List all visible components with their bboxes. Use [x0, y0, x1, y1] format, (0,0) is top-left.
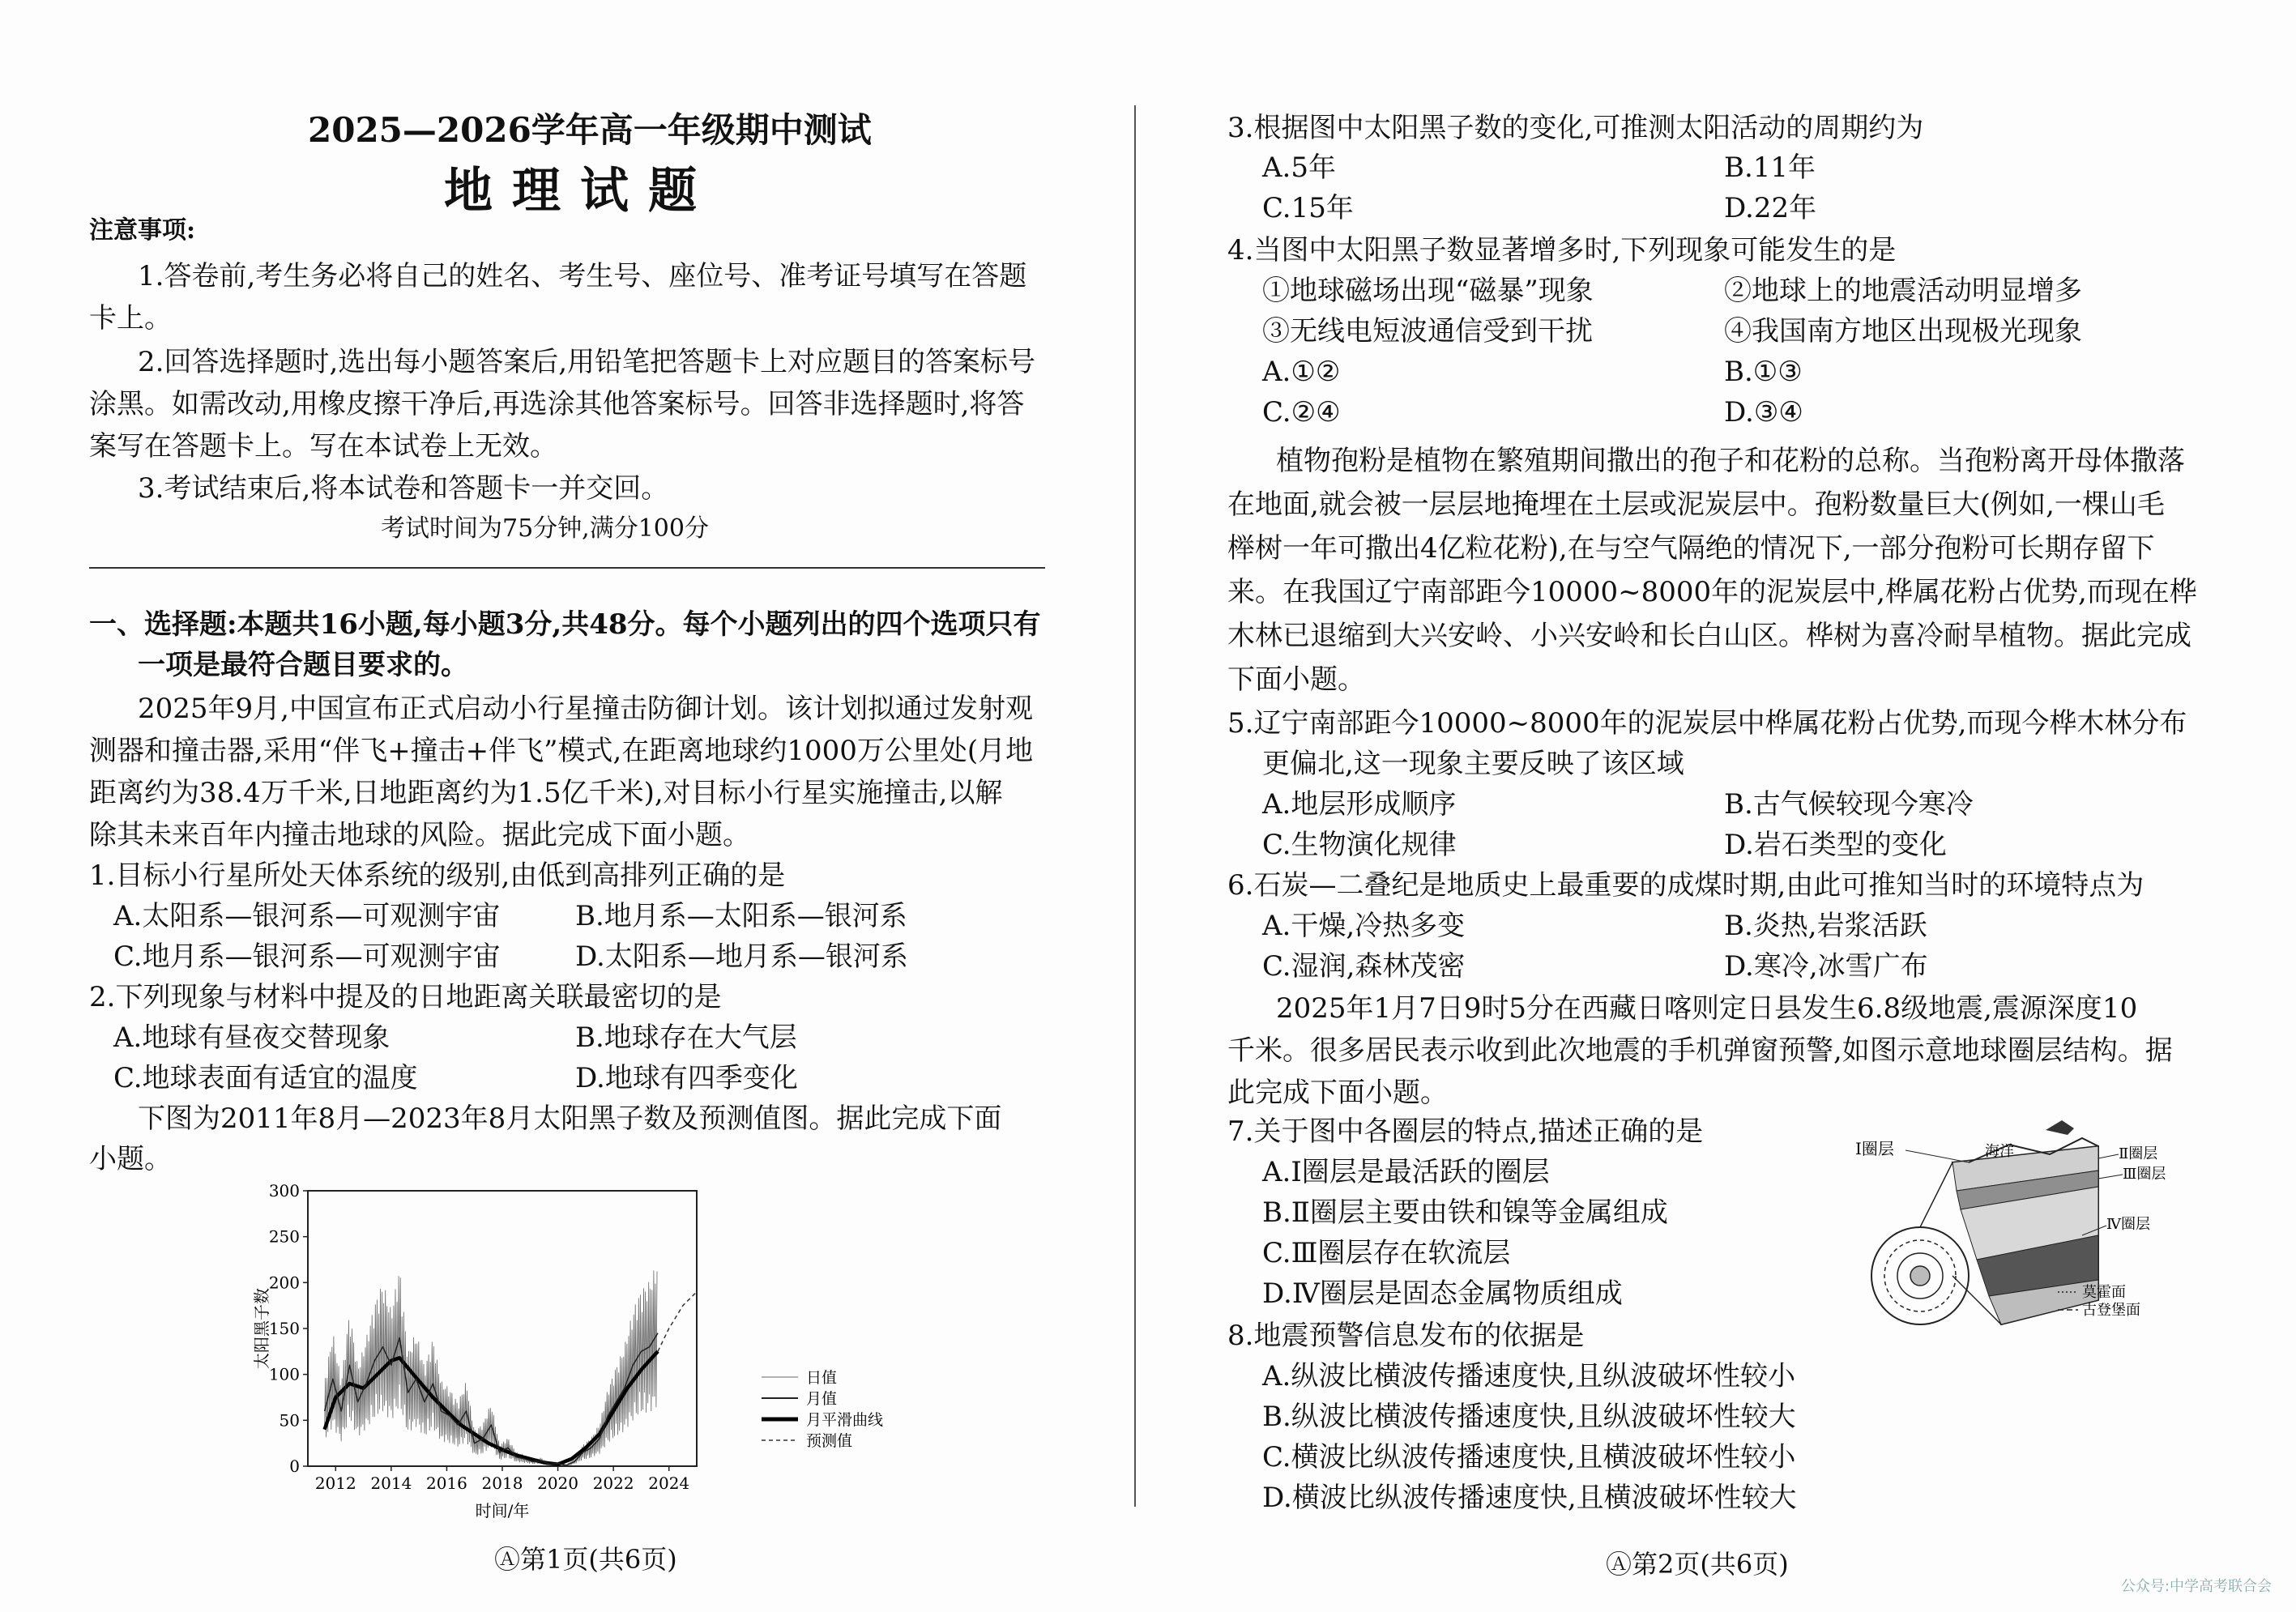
legend-label: 预测值 [806, 1432, 853, 1450]
legend-label: 日值 [806, 1369, 838, 1387]
q5-stem: 更偏北,这一现象主要反映了该区域 [1262, 748, 1684, 780]
legend-label: 月值 [806, 1390, 838, 1408]
q8-stem: 8.地震预警信息发布的依据是 [1227, 1320, 1585, 1352]
q4-item: ①地球磁场出现“磁暴”现象 [1262, 275, 1594, 307]
exam-time: 考试时间为75分钟,满分100分 [381, 514, 709, 543]
y-tick-label: 0 [289, 1456, 300, 1476]
passage-line: 除其未来百年内撞击地球的风险。据此完成下面小题。 [89, 819, 750, 851]
notice-line: 案写在答题卡上。写在本试卷上无效。 [89, 430, 557, 463]
passage-line: 距离约为38.4万千米,日地距离约为1.5亿千米),对目标小行星实施撞击,以解 [89, 777, 1003, 809]
passage-line: 小题。 [89, 1143, 172, 1175]
divider [89, 567, 1045, 569]
sunspot-chart [235, 1179, 932, 1519]
layer-1-leader [1906, 1150, 1969, 1162]
q5-option-a: A.地层形成顺序 [1262, 788, 1457, 821]
layer-3-leader [2098, 1175, 2123, 1179]
ocean-label: 海洋 [1985, 1143, 2014, 1160]
notice-title: 注意事项: [89, 216, 196, 245]
notice-line: 涂黑。如需改动,用橡皮擦干净后,再选涂其他答案标号。回答非选择题时,将答 [89, 388, 1025, 420]
notice-line: 3.考试结束后,将本试卷和答题卡一并交回。 [138, 472, 669, 505]
page-footer: Ⓐ第2页(共6页) [1606, 1549, 1789, 1580]
q5-stem: 5.辽宁南部距今10000~8000年的泥炭层中桦属花粉占优势,而现今桦木林分布 [1227, 707, 2187, 740]
q5-option-c: C.生物演化规律 [1262, 829, 1457, 861]
passage-line: 来。在我国辽宁南部距今10000~8000年的泥炭层中,桦属花粉占优势,而现在桦 [1227, 576, 2197, 608]
passage-line: 榉树一年可撒出4亿粒花粉),在与空气隔绝的情况下,一部分孢粉可长期存留下 [1227, 532, 2155, 565]
page-1 [0, 0, 1134, 1612]
passage-line: 千米。很多居民表示收到此次地震的手机弹窗预警,如图示意地球圈层结构。据 [1227, 1034, 2173, 1067]
q2-option-a: A.地球有昼夜交替现象 [113, 1021, 390, 1054]
y-tick-label: 300 [268, 1181, 300, 1200]
section-heading: 一项是最符合题目要求的。 [138, 649, 468, 681]
exam-year-title: 2025—2026学年高一年级期中测试 [308, 110, 872, 150]
x-tick-label: 2018 [481, 1473, 523, 1493]
q7-option-b: B.Ⅱ圈层主要由铁和镍等金属组成 [1262, 1196, 1668, 1229]
q7-option-d: D.Ⅳ圈层是固态金属物质组成 [1262, 1277, 1623, 1310]
exam-subject-title: 地理试题 [444, 163, 716, 220]
q6-stem: 6.石炭—二叠纪是地质史上最重要的成煤时期,由此可推知当时的环境特点为 [1227, 869, 2144, 902]
q8-option-b: B.纵波比横波传播速度快,且纵波破坏性较大 [1262, 1401, 1796, 1433]
layer-4-label: Ⅳ圈层 [2106, 1216, 2150, 1233]
y-axis-label: 太阳黑子数 [252, 1288, 271, 1369]
q2-option-b: B.地球存在大气层 [575, 1021, 797, 1054]
q4-stem: 4.当图中太阳黑子数显著增多时,下列现象可能发生的是 [1227, 234, 1897, 267]
passage-line: 此完成下面小题。 [1227, 1077, 1448, 1109]
x-tick-label: 2020 [537, 1473, 579, 1493]
q1-option-b: B.地月系—太阳系—银河系 [575, 900, 907, 932]
q4-option-c: C.②④ [1262, 396, 1341, 429]
series-daily-line [325, 1271, 657, 1466]
q8-option-a: A.纵波比横波传播速度快,且纵波破坏性较小 [1262, 1360, 1796, 1392]
x-tick-label: 2024 [648, 1473, 690, 1493]
q3-option-b: B.11年 [1724, 151, 1816, 184]
q1-option-a: A.太阳系—银河系—可观测宇宙 [113, 900, 501, 932]
q3-option-d: D.22年 [1724, 192, 1817, 224]
q8-option-d: D.横波比纵波传播速度快,且横波破坏性较大 [1262, 1482, 1797, 1514]
passage-line: 植物孢粉是植物在繁殖期间撒出的孢子和花粉的总称。当孢粉离开母体撒落 [1276, 445, 2185, 477]
q1-stem: 1.目标小行星所处天体系统的级别,由低到高排列正确的是 [89, 859, 786, 892]
passage-line: 木林已退缩到大兴安岭、小兴安岭和长白山区。桦树为喜冷耐旱植物。据此完成 [1227, 620, 2191, 652]
page-2 [1134, 0, 2296, 1612]
y-tick-label: 150 [268, 1319, 300, 1338]
q6-option-a: A.干燥,冷热多变 [1262, 910, 1466, 942]
legend-label: 月平滑曲线 [806, 1411, 884, 1429]
x-tick-label: 2012 [314, 1473, 356, 1493]
q6-option-c: C.湿润,森林茂密 [1262, 950, 1466, 983]
q7-option-a: A.Ⅰ圈层是最活跃的圈层 [1262, 1156, 1550, 1188]
y-tick-label: 200 [268, 1273, 300, 1293]
layer-2-leader [2098, 1154, 2119, 1158]
q4-item: ③无线电短波通信受到干扰 [1262, 315, 1593, 348]
passage-line: 测器和撞击器,采用“伴飞+撞击+伴飞”模式,在距离地球约1000万公里处(月地 [89, 735, 1034, 767]
passage-line: 下面小题。 [1227, 663, 1365, 696]
q8-option-c: C.横波比纵波传播速度快,且横波破坏性较小 [1262, 1441, 1796, 1473]
q4-option-d: D.③④ [1724, 396, 1803, 429]
q2-stem: 2.下列现象与材料中提及的日地距离关联最密切的是 [89, 981, 722, 1013]
layer-1-label: Ⅰ圈层 [1855, 1139, 1894, 1158]
q7-stem: 7.关于图中各圈层的特点,描述正确的是 [1227, 1115, 1704, 1148]
q1-option-c: C.地月系—银河系—可观测宇宙 [113, 940, 501, 973]
earth-layers-figure [1855, 1114, 2196, 1333]
y-tick-label: 250 [268, 1226, 300, 1247]
q5-option-b: B.古气候较现今寒冷 [1724, 788, 1974, 821]
passage-line: 2025年1月7日9时5分在西藏日喀则定日县发生6.8级地震,震源深度10 [1276, 992, 2138, 1025]
notice-line: 卡上。 [89, 302, 172, 335]
y-tick-label: 50 [279, 1410, 300, 1431]
layer-3-label: Ⅲ圈层 [2123, 1166, 2166, 1183]
section-heading: 一、选择题:本题共16小题,每小题3分,共48分。每个小题列出的四个选项只有 [89, 608, 1041, 641]
q7-option-c: C.Ⅲ圈层存在软流层 [1262, 1237, 1511, 1269]
q3-option-a: A.5年 [1262, 151, 1336, 184]
q2-option-d: D.地球有四季变化 [575, 1062, 798, 1094]
q6-option-b: B.炎热,岩浆活跃 [1724, 910, 1927, 942]
passage-line: 2025年9月,中国宣布正式启动小行星撞击防御计划。该计划拟通过发射观 [138, 693, 1033, 725]
q2-option-c: C.地球表面有适宜的温度 [113, 1062, 418, 1094]
moho-label: 莫霍面 [2082, 1284, 2126, 1301]
gutenberg-label: 古登堡面 [2082, 1302, 2140, 1319]
notice-line: 1.答卷前,考生务必将自己的姓名、考生号、座位号、准考证号填写在答题 [138, 260, 1027, 292]
q3-stem: 3.根据图中太阳黑子数的变化,可推测太阳活动的周期约为 [1227, 112, 1924, 144]
q6-option-d: D.寒冷,冰雪广布 [1724, 950, 1928, 983]
watermark: 公众号:中学高考联合会 [2120, 1578, 2272, 1595]
passage-line: 下图为2011年8月—2023年8月太阳黑子数及预测值图。据此完成下面 [138, 1102, 1002, 1135]
q4-item: ②地球上的地震活动明显增多 [1724, 275, 2082, 307]
q4-option-a: A.①② [1262, 356, 1341, 388]
passage-line: 在地面,就会被一层层地掩埋在土层或泥炭层中。孢粉数量巨大(例如,一棵山毛 [1227, 488, 2165, 521]
x-tick-label: 2022 [592, 1473, 634, 1493]
page-footer: Ⓐ第1页(共6页) [494, 1544, 677, 1575]
y-tick-label: 100 [268, 1364, 300, 1384]
x-tick-label: 2016 [425, 1473, 467, 1493]
series-forecast-line [658, 1292, 697, 1352]
q1-option-d: D.太阳系—地月系—银河系 [575, 940, 908, 973]
layer-2-label: Ⅱ圈层 [2119, 1145, 2158, 1162]
q3-option-c: C.15年 [1262, 192, 1354, 224]
x-axis-label: 时间/年 [475, 1501, 530, 1519]
notice-line: 2.回答选择题时,选出每小题答案后,用铅笔把答题卡上对应题目的答案标号 [138, 346, 1036, 378]
q4-option-b: B.①③ [1724, 356, 1803, 388]
q4-item: ④我国南方地区出现极光现象 [1724, 315, 2082, 348]
x-tick-label: 2014 [370, 1473, 412, 1493]
q5-option-d: D.岩石类型的变化 [1724, 829, 1947, 861]
